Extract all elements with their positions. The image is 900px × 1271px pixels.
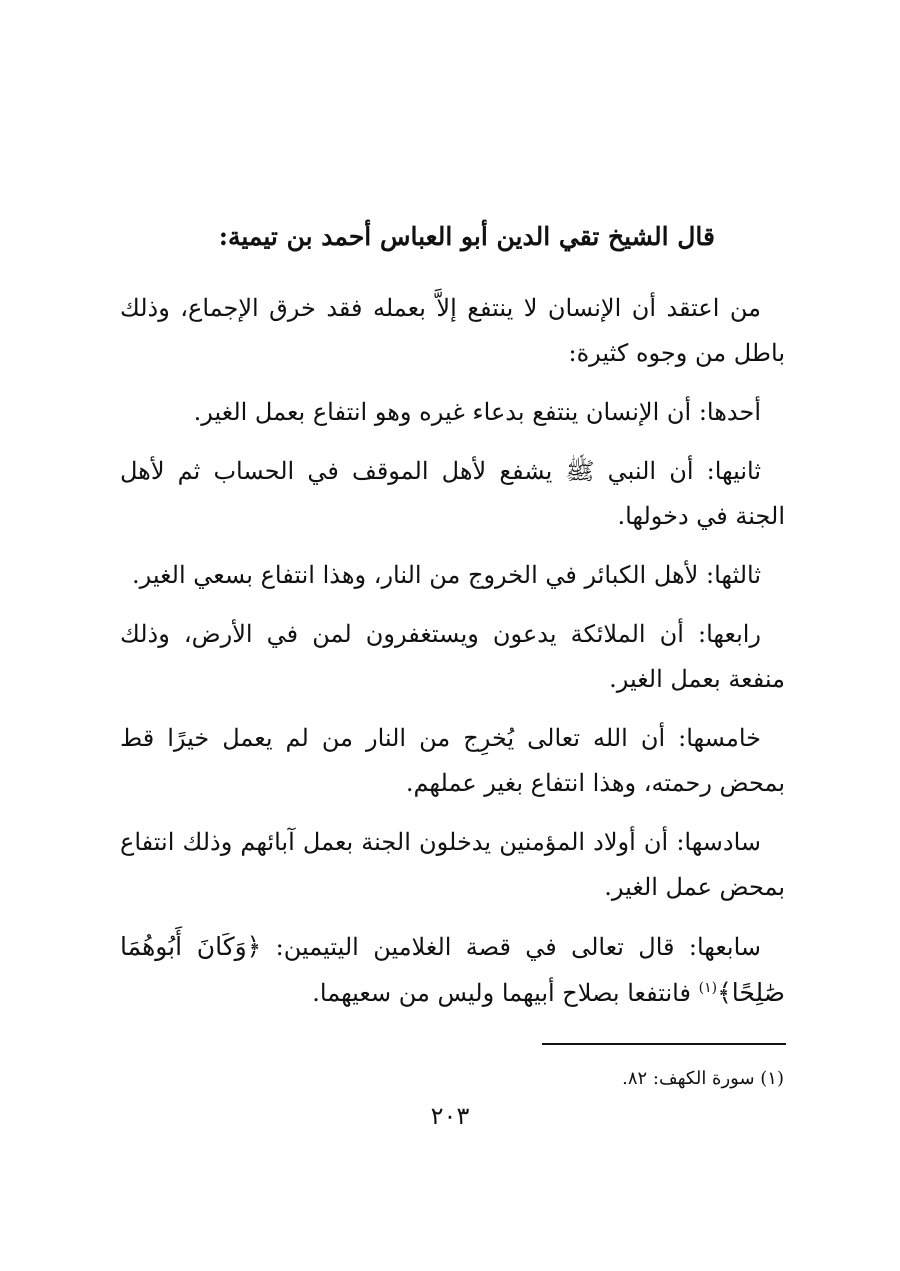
page-body [120, 214, 785, 1030]
paragraph-seventh-lead: سابعها: قال تعالى في قصة الغلامين اليتيمين: [275, 933, 761, 961]
footnote: (١) سورة الكهف: ٨٢. [622, 1068, 784, 1089]
page-number: ٢٠٣ [430, 1102, 470, 1130]
paragraph-sixth: سادسها: أن أولاد المؤمنين يدخلون الجنة بعمل آبائهم وذلك انتفاع بمحض عمل الغير. [120, 828, 785, 901]
footnote-marker: (١) [698, 980, 718, 996]
paragraph-first: أحدها: أن الإنسان ينتفع بدعاء غيره وهو انتفاع بعمل الغير. [193, 398, 761, 426]
paragraph-intro: من اعتقد أن الإنسان لا ينتفع إلاَّ بعمله فقد خرق الإجماع، وذلك باطل من وجوه كثيرة: [120, 294, 785, 367]
page-title: قال الشيخ تقي الدين أبو العباس أحمد بن تيمية: [218, 222, 715, 251]
paragraph-seventh-tail: فانتفعا بصلاح أبيهما وليس من سعيهما. [312, 979, 691, 1007]
paragraph-seventh [120, 924, 785, 1016]
footnote-divider [542, 1043, 786, 1045]
quran-verse: ﴿وَكَانَ أَبُوهُمَا صَٰلِحًا﴾ [120, 932, 785, 1007]
paragraph-third: ثالثها: لأهل الكبائر في الخروج من النار، وهذا انتفاع بسعي الغير. [131, 561, 761, 589]
paragraph-fifth: خامسها: أن الله تعالى يُخرِج من النار من لم يعمل خيرًا قط بمحض رحمته، وهذا انتفاع بغير عملهم. [120, 724, 785, 797]
paragraph-fourth: رابعها: أن الملائكة يدعون ويستغفرون لمن في الأرض، وذلك منفعة بعمل الغير. [120, 620, 785, 693]
paragraph-second: ثانيها: أن النبي ﷺ يشفع لأهل الموقف في الحساب ثم لأهل الجنة في دخولها. [120, 457, 785, 530]
